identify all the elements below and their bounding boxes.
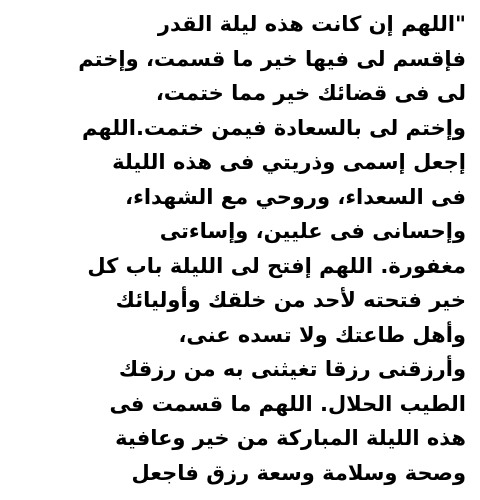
text-line: "اللهم إن كانت هذه ليلة القدر: [157, 12, 466, 36]
text-line: وصحة وسلامة وسعة رزق فاجعل: [131, 460, 466, 485]
text-line: لى فى قضائك خير مما ختمت،: [155, 81, 466, 105]
text-line: فى السعداء، وروحي مع الشهداء،: [125, 184, 466, 209]
text-line: إجعل إسمى وذريتي فى هذه الليلة: [112, 150, 466, 174]
prayer-text: [0, 7, 466, 490]
text-line: مغفورة. اللهم إفتح لى الليلة باب كل: [87, 253, 466, 278]
text-line: وأهل طاعتك ولا تسده عنى،: [178, 322, 466, 347]
text-line: وإختم لى بالسعادة فيمن ختمت.اللهم: [81, 115, 466, 140]
text-line: خير فتحته لأحد من خلقك وأوليائك: [115, 288, 466, 312]
text-line: الطيب الحلال. اللهم ما قسمت فى: [109, 391, 466, 416]
text-line: فإقسم لى فيها خير ما قسمت، وإختم: [78, 46, 466, 71]
text-line: وأرزقنى رزقا تغيثنى به من رزقك: [118, 357, 466, 381]
text-line: هذه الليلة المباركة من خير وعافية: [115, 426, 466, 450]
text-line: وإحسانى فى عليين، وإساءتى: [159, 219, 466, 243]
